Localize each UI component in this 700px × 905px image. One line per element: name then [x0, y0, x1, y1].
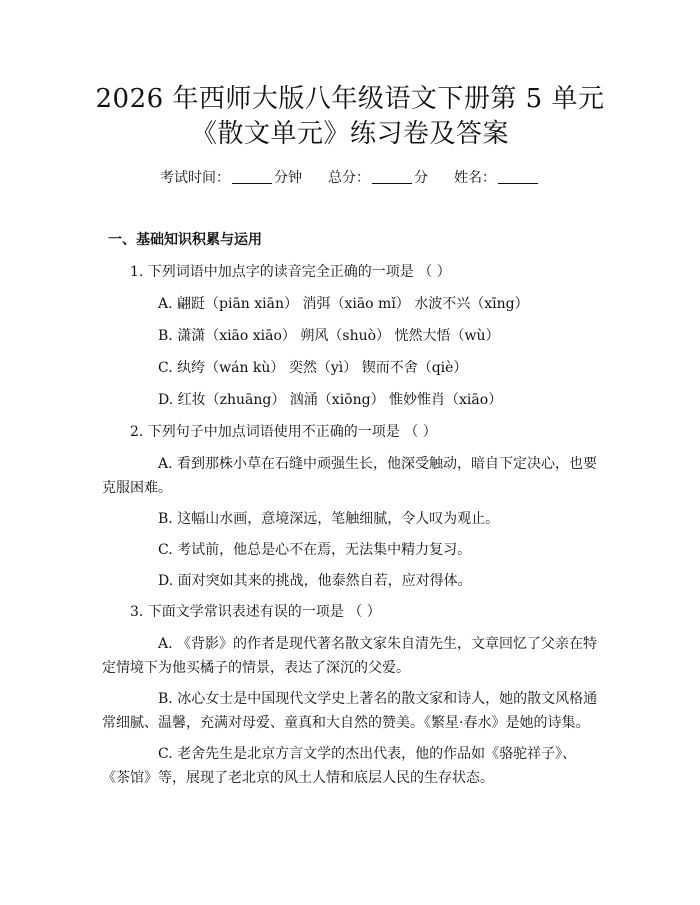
- question-1-option-d: D. 红妆（zhuāng） 汹涌（xiōng） 惟妙惟肖（xiāo）: [158, 392, 503, 408]
- exam-time-blank[interactable]: [232, 169, 272, 184]
- question-1-option-a: A. 翩跹（piān xiān） 消弭（xiāo mǐ） 水波不兴（xīng）: [158, 296, 529, 312]
- question-2-option-a-line2: 克服困难。: [102, 480, 172, 496]
- total-score-label: 总分：: [328, 170, 370, 186]
- exam-info-row: [0, 168, 700, 188]
- exam-time-unit: 分钟: [274, 170, 302, 186]
- question-2-option-b: B. 这幅山水画，意境深远，笔触细腻，令人叹为观止。: [158, 511, 500, 527]
- question-3-option-c-line1: C. 老舍先生是北京方言文学的杰出代表，他的作品如《骆驼祥子》、: [158, 746, 577, 762]
- name-blank[interactable]: [498, 169, 538, 184]
- question-1-option-b: B. 潇潇（xiāo xiāo） 朔风（shuò） 恍然大悟（wù）: [158, 328, 500, 344]
- question-2-option-a-line1: A. 看到那株小草在石缝中顽强生长，他深受触动，暗自下定决心，也要: [158, 456, 598, 472]
- question-2-option-c: C. 考试前，他总是心不在焉，无法集中精力复习。: [158, 542, 472, 558]
- name-label: 姓名：: [454, 170, 496, 186]
- page-title-line2: 《散文单元》练习卷及答案: [190, 119, 509, 149]
- question-2-stem: 2. 下列句子中加点词语使用不正确的一项是 （ ）: [130, 424, 437, 440]
- question-3-stem: 3. 下面文学常识表述有误的一项是 （ ）: [130, 604, 381, 620]
- total-score-blank[interactable]: [372, 169, 412, 184]
- total-score-unit: 分: [414, 170, 428, 186]
- question-2-option-d: D. 面对突如其来的挑战，他泰然自若，应对得体。: [158, 573, 472, 589]
- exam-time-label: 考试时间：: [160, 170, 230, 186]
- question-3-option-c-line2: 《茶馆》等，展现了老北京的风土人情和底层人民的生存状态。: [102, 770, 494, 786]
- question-1-option-c: C. 纨绔（wán kù） 奕然（yì） 锲而不舍（qiè）: [158, 360, 468, 376]
- question-1-stem: 1. 下列词语中加点字的读音完全正确的一项是 （ ）: [130, 264, 451, 280]
- question-3-option-a-line2: 定情境下为他买橘子的情景，表达了深沉的父爱。: [102, 660, 410, 676]
- question-3-option-b-line2: 常细腻、温馨，充满对母爱、童真和大自然的赞美。《繁星·春水》是她的诗集。: [102, 715, 590, 731]
- question-3-option-b-line1: B. 冰心女士是中国现代文学史上著名的散文家和诗人，她的散文风格通: [158, 691, 598, 707]
- page-title-line1: 2026 年西师大版八年级语文下册第 5 单元: [95, 84, 605, 114]
- section-heading: 一、基础知识积累与运用: [108, 232, 262, 248]
- question-3-option-a-line1: A. 《背影》的作者是现代著名散文家朱自清先生，文章回忆了父亲在特: [158, 636, 598, 652]
